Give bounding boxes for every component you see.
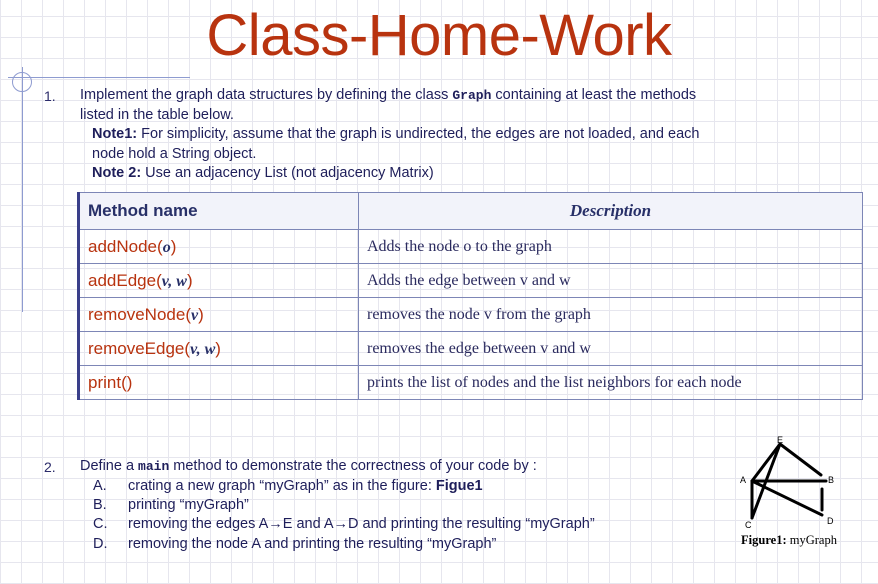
method-name: removeEdge: [88, 338, 185, 358]
method-description: Adds the node o to the graph: [359, 230, 863, 264]
item2-line-post: method to demonstrate the correctness of your code by :: [169, 458, 537, 474]
decorative-line-vertical: [22, 67, 23, 312]
method-name: addEdge: [88, 270, 157, 290]
method-description: removes the edge between v and w: [359, 332, 863, 366]
table-row: [79, 230, 863, 264]
subitem-text: [128, 478, 483, 494]
table-row: [79, 298, 863, 332]
method-name: removeNode: [88, 304, 186, 324]
note1-line2: node hold a String object.: [92, 146, 257, 162]
subitem-text-body: crating a new graph “myGraph” as in the figure:: [128, 478, 436, 494]
item2-number: 2.: [44, 459, 56, 475]
subitem-letter: D.: [93, 536, 108, 552]
method-close-paren: ): [126, 372, 133, 392]
methods-table: [77, 192, 863, 400]
subitem-letter: B.: [93, 497, 107, 513]
method-args: v, w: [161, 272, 187, 290]
method-open-paren: (: [121, 372, 127, 392]
main-method-code: main: [138, 459, 170, 474]
class-name-code: Graph: [452, 88, 492, 103]
method-cell: [79, 264, 359, 298]
item1-line2: listed in the table below.: [80, 107, 234, 123]
node-label-a: A: [740, 475, 747, 485]
method-description: removes the node v from the graph: [359, 298, 863, 332]
note2-label: Note 2:: [92, 165, 142, 181]
item1-number: 1.: [44, 88, 56, 104]
node-label-e: E: [777, 435, 784, 445]
method-args: o: [162, 238, 171, 256]
figure-caption-label: Figure1:: [741, 533, 787, 547]
decorative-circle: [12, 72, 32, 92]
header-description: Description: [359, 193, 863, 230]
note1-label: Note1:: [92, 126, 138, 142]
edge-a-d: [752, 481, 822, 515]
subitem-text: printing “myGraph”: [128, 497, 249, 513]
method-args: v, w: [190, 340, 216, 358]
method-cell: [79, 332, 359, 366]
subitem-text: removing the node A and printing the resulting “myGraph”: [128, 536, 497, 552]
method-open-paren: (: [185, 304, 191, 324]
node-label-c: C: [745, 520, 752, 530]
subitem-letter: C.: [93, 516, 108, 532]
method-name: print: [88, 372, 122, 392]
subitem-text: removing the edges A→E and A→D and printing the resulting “myGraph”: [128, 516, 595, 532]
method-cell: [79, 298, 359, 332]
item2-line: [80, 457, 537, 476]
method-close-paren: ): [215, 338, 221, 358]
figure-caption-text: myGraph: [786, 533, 837, 547]
method-open-paren: (: [184, 338, 191, 358]
node-label-d: D: [827, 516, 834, 526]
edge-e-a: [752, 444, 780, 481]
note2-text: Use an adjacency List (not adjacency Matrix): [141, 165, 434, 181]
item1-line1-pre: Implement the graph data structures by defining the class: [80, 87, 453, 103]
subitem-letter: A.: [93, 478, 107, 494]
method-description: prints the list of nodes and the list neighbors for each node: [359, 366, 863, 400]
method-close-paren: ): [198, 304, 204, 324]
decorative-line-horizontal: [8, 77, 190, 78]
note1: [92, 125, 699, 144]
figure-caption: [726, 533, 852, 548]
method-cell: [79, 366, 359, 400]
figure-reference: Figue1: [435, 478, 483, 494]
method-args: v: [191, 306, 199, 324]
item1-line1: [80, 86, 696, 105]
method-close-paren: ): [170, 236, 177, 256]
method-close-paren: ): [186, 270, 193, 290]
edge-e-b: [780, 444, 821, 475]
method-description: Adds the edge between v and w: [359, 264, 863, 298]
note2: [92, 164, 434, 183]
item2-line-pre: Define a: [80, 458, 139, 474]
method-open-paren: (: [156, 270, 162, 290]
table-row: [79, 332, 863, 366]
note1-text: For simplicity, assume that the graph is undirected, the edges are not loaded, and each: [137, 126, 700, 142]
table-row: [79, 366, 863, 400]
method-name: addNode: [88, 236, 158, 256]
item1-line1-post: containing at least the methods: [491, 87, 697, 103]
header-method-name: Method name: [79, 193, 359, 230]
table-row: [79, 264, 863, 298]
node-label-b: B: [828, 475, 835, 485]
page-title: Class-Home-Work: [206, 3, 672, 68]
graph-figure: [730, 435, 848, 530]
method-open-paren: (: [157, 236, 163, 256]
table-header-row: [79, 193, 863, 230]
method-cell: [79, 230, 359, 264]
